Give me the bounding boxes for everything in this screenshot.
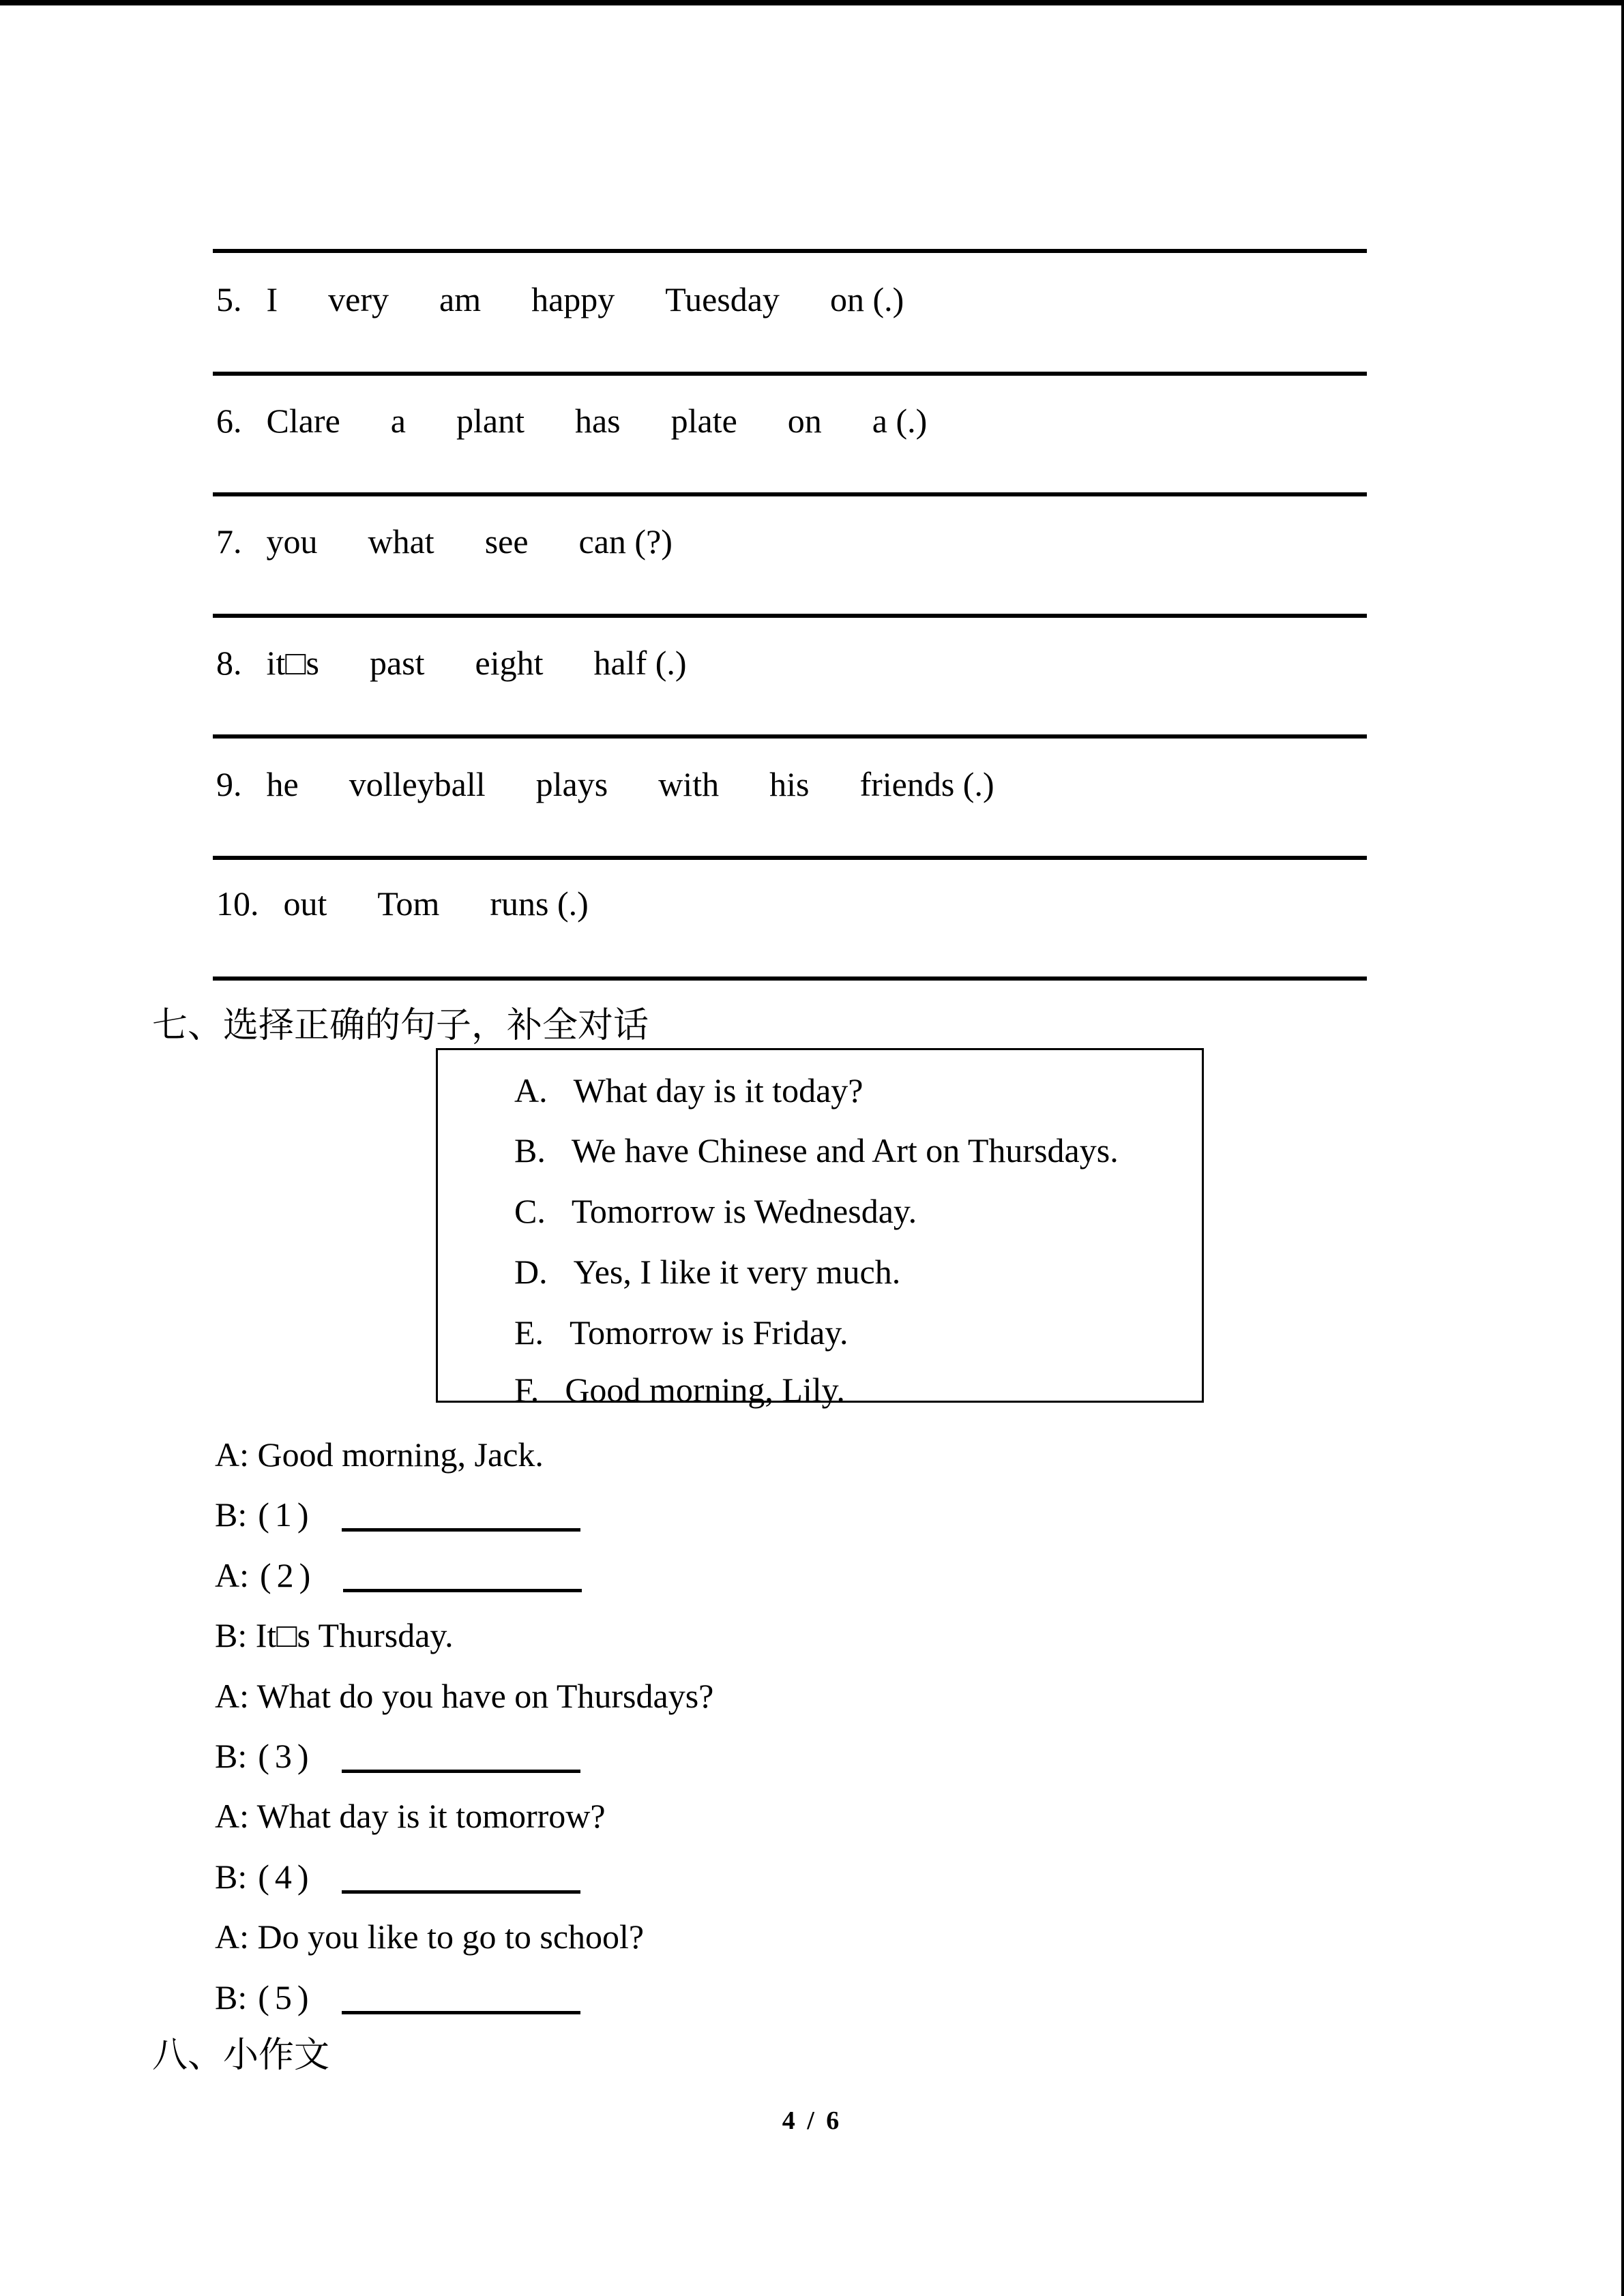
word: Tom (377, 884, 440, 923)
word: with (658, 765, 720, 803)
word: happy (531, 280, 615, 318)
dialogue-line (215, 1794, 606, 1838)
option-text: We have Chinese and Art on Thursdays. (571, 1131, 1119, 1169)
option-text: Tomorrow is Friday. (570, 1313, 848, 1352)
word: plate (670, 402, 737, 440)
option-text: Tomorrow is Wednesday. (571, 1192, 917, 1230)
answer-line (213, 976, 1367, 981)
dialogue-text: A: What day is it tomorrow? (215, 1797, 606, 1835)
item-number: 10. (216, 884, 259, 923)
dialogue-text: B: It□s Thursday. (215, 1616, 454, 1654)
option-letter: E. (514, 1313, 544, 1352)
word: his (769, 765, 810, 803)
option-letter: C. (514, 1192, 546, 1230)
word: Tuesday (665, 280, 780, 318)
answer-blank (342, 1501, 580, 1532)
answer-line (213, 249, 1367, 253)
word: friends (.) (859, 765, 994, 803)
answer-blank (342, 1984, 580, 2014)
word: a (.) (872, 402, 928, 440)
word: on (.) (829, 280, 904, 318)
answer-line (213, 734, 1367, 739)
option-c (514, 1189, 917, 1233)
answer-line (213, 492, 1367, 496)
answer-line (213, 856, 1367, 860)
option-letter: D. (514, 1253, 548, 1291)
word: I (266, 280, 278, 318)
word: it□s (266, 644, 319, 682)
dialogue-line (215, 1553, 582, 1597)
item-number: 6. (216, 402, 242, 440)
dialogue-text: A: Do you like to go to school? (215, 1918, 645, 1956)
dialogue-line (215, 1855, 580, 1898)
dialogue-text: A: Good morning, Jack. (215, 1435, 544, 1474)
dialogue-line (215, 1734, 580, 1778)
word: volleyball (349, 765, 486, 803)
option-text: What day is it today? (573, 1071, 863, 1109)
word: you (266, 522, 318, 561)
sentence-options-box (436, 1048, 1204, 1409)
unscramble-item-6 (216, 399, 927, 443)
dialogue-text: A: What do you have on Thursdays? (215, 1677, 714, 1715)
unscramble-item-8 (216, 641, 687, 685)
word: out (283, 884, 327, 923)
word: eight (475, 644, 544, 682)
word: what (368, 522, 434, 561)
option-e (514, 1311, 848, 1354)
word: am (439, 280, 482, 318)
option-d (514, 1250, 900, 1294)
word: see (484, 522, 529, 561)
dialogue-speaker: B: (215, 1978, 248, 2016)
blank-number: (5) (258, 1978, 314, 2016)
dialogue-line (215, 1674, 713, 1718)
option-letter: F. (514, 1371, 540, 1409)
answer-line (213, 372, 1367, 376)
unscramble-item-7 (216, 520, 673, 563)
unscramble-item-5 (216, 278, 904, 321)
word: very (328, 280, 389, 318)
dialogue-line (215, 1493, 580, 1536)
page-number: 4 / 6 (782, 2106, 842, 2135)
word: Clare (266, 402, 340, 440)
unscramble-item-10 (216, 882, 589, 925)
dialogue-line (215, 1915, 644, 1958)
word: on (787, 402, 822, 440)
answer-blank (342, 1863, 580, 1894)
item-number: 7. (216, 522, 242, 561)
option-letter: B. (514, 1131, 546, 1169)
word: plays (535, 765, 608, 803)
blank-number: (3) (258, 1737, 314, 1775)
dialogue-line (215, 1976, 580, 2019)
word: plant (456, 402, 525, 440)
word: runs (.) (490, 884, 589, 923)
dialogue-line (215, 1433, 544, 1476)
option-text: Yes, I like it very much. (573, 1253, 901, 1291)
option-letter: A. (514, 1071, 548, 1109)
word: a (390, 402, 406, 440)
item-number: 9. (216, 765, 242, 803)
page-top-border (0, 0, 1624, 5)
dialogue-speaker: B: (215, 1858, 248, 1896)
page-right-border (1621, 0, 1624, 2296)
dialogue-speaker: B: (215, 1495, 248, 1534)
answer-blank (342, 1742, 580, 1773)
option-f (514, 1368, 845, 1412)
option-a (514, 1069, 863, 1112)
option-b (514, 1129, 1119, 1172)
word: has (574, 402, 621, 440)
unscramble-item-9 (216, 762, 994, 806)
dialogue-speaker: B: (215, 1737, 248, 1775)
answer-blank (343, 1562, 582, 1592)
dialogue-speaker: A: (215, 1556, 249, 1594)
word: he (266, 765, 299, 803)
word: can (?) (578, 522, 673, 561)
word: past (369, 644, 425, 682)
dialogue-line (215, 1613, 454, 1657)
blank-number: (1) (258, 1495, 314, 1534)
section-8-heading: 八、小作文 (152, 2036, 330, 2075)
item-number: 8. (216, 644, 242, 682)
blank-number: (4) (258, 1858, 314, 1896)
section-7-heading: 七、选择正确的句子，补全对话 (152, 1007, 649, 1045)
blank-number: (2) (260, 1556, 316, 1594)
item-number: 5. (216, 280, 242, 318)
option-text: Good morning, Lily. (565, 1371, 845, 1409)
answer-line (213, 614, 1367, 618)
word: half (.) (593, 644, 687, 682)
